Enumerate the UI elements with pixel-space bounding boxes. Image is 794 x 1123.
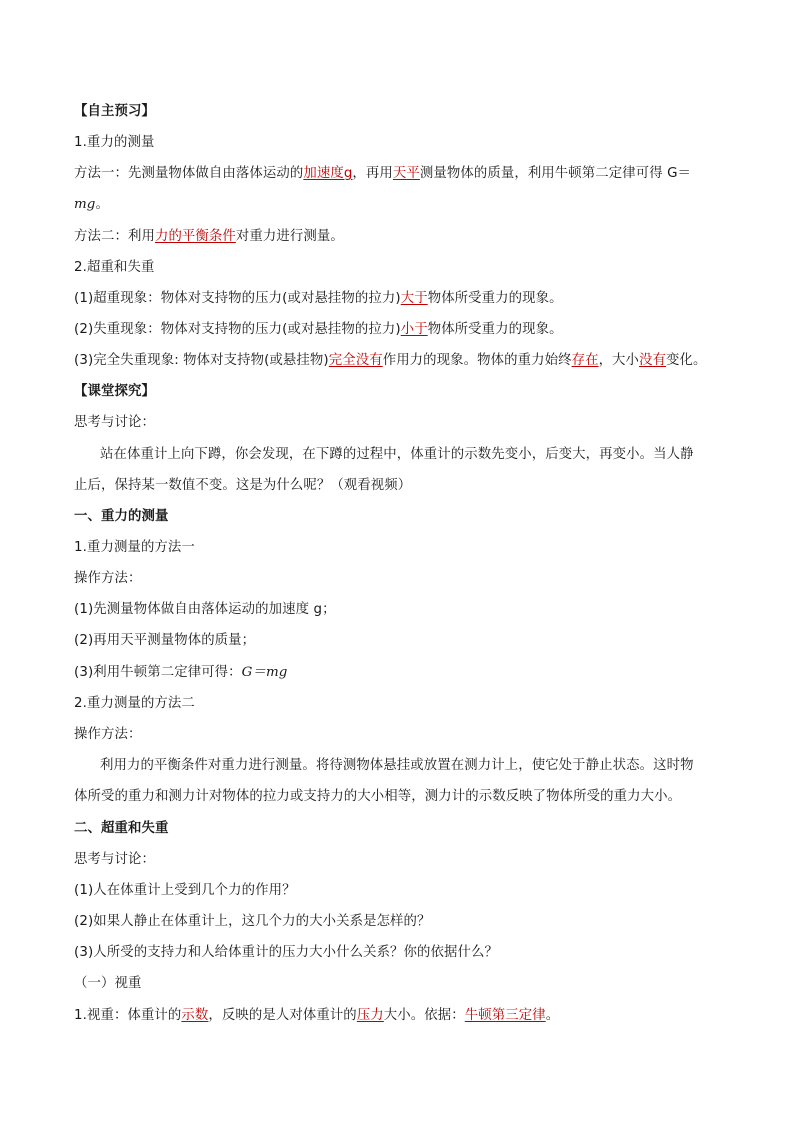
step-3: [74, 664, 724, 682]
answer-blank: 示数: [181, 1008, 209, 1023]
method1-title: 1.重力测量的方法一: [74, 540, 195, 555]
text: 方法二：利用: [74, 229, 155, 244]
question-3: (3)人所受的支持力和人给体重计的压力大小什么关系？你的依据什么？: [74, 945, 498, 960]
text: 1.视重：体重计的: [74, 1008, 182, 1023]
paragraph-1-line-2: 止后，保持某一数值不变。这是为什么呢？（观看视频）: [74, 478, 412, 493]
question-1: (1)人在体重计上受到几个力的作用？: [74, 883, 296, 898]
method2-title: 2.重力测量的方法二: [74, 696, 195, 711]
method1-line: [74, 165, 724, 183]
formula: G＝mg: [241, 665, 288, 680]
answer-blank: 天平: [392, 166, 420, 181]
paragraph-1-line-1: 站在体重计上向下蹲，你会发现，在下蹲的过程中，体重计的示数先变小，后变大，再变小。当人静: [100, 447, 694, 462]
text: 大小。依据：: [383, 1008, 465, 1023]
text: 方法一：先测量物体做自由落体运动的: [74, 166, 304, 181]
complete-weightless-line: [74, 352, 724, 370]
step-2: (2)再用天平测量物体的质量；: [74, 633, 256, 648]
text: (2)失重现象：物体对支持物的压力(或对悬挂物的拉力): [74, 322, 401, 337]
text: ，大小: [598, 353, 640, 368]
paragraph-2-line-2: 体所受的重力和测力计对物体的拉力或支持力的大小相等，测力计的示数反映了物体所受的重力大小。: [74, 789, 682, 804]
text: 物体所受重力的现象。: [427, 322, 563, 337]
text: (3)完全失重现象: 物体对支持物(或悬挂物): [74, 353, 329, 368]
answer-blank: 没有: [639, 353, 667, 368]
step-1: (1)先测量物体做自由落体运动的加速度 g；: [74, 602, 336, 617]
answer-blank: 牛顿第三定律: [464, 1008, 546, 1023]
think-label: 思考与讨论：: [74, 852, 155, 867]
text: (3)利用牛顿第二定律可得：: [74, 665, 242, 680]
answer-blank: 大于: [400, 291, 428, 306]
question-2: (2)如果人静止在体重计上，这几个力的大小关系是怎样的？: [74, 914, 431, 929]
text: 测量物体的质量，利用牛顿第二定律可得 G＝: [419, 166, 692, 181]
answer-blank: 小于: [400, 322, 428, 337]
text: ，再用: [352, 166, 393, 181]
answer-blank: 加速度g: [303, 166, 353, 181]
text: (1)超重现象：物体对支持物的压力(或对悬挂物的拉力): [74, 291, 401, 306]
text: 作用力的现象。物体的重力始终: [382, 353, 572, 368]
method2-line: [74, 228, 724, 246]
formula: mg: [74, 197, 96, 212]
part2-title: 二、超重和失重: [74, 821, 169, 836]
weightless-line: [74, 321, 724, 339]
method1-line-cont: [74, 196, 724, 214]
part1-title: 一、重力的测量: [74, 509, 169, 524]
think-label: 思考与讨论：: [74, 415, 155, 430]
sec1-title: 1.重力的测量: [74, 135, 155, 150]
apparent-weight-line: [74, 1007, 724, 1025]
answer-blank: 力的平衡条件: [154, 229, 236, 244]
overweight-line: [74, 290, 724, 308]
answer-blank: 压力: [356, 1008, 384, 1023]
text: 变化。: [666, 353, 707, 368]
text: 。: [95, 197, 109, 212]
paragraph-2-line-1: 利用力的平衡条件对重力进行测量。将待测物体悬挂或放置在测力计上，使它处于静止状态。这时物: [100, 758, 694, 773]
text: 物体所受重力的现象。: [427, 291, 563, 306]
operation-label: 操作方法：: [74, 727, 142, 742]
preview-heading: 【自主预习】: [74, 104, 155, 119]
answer-blank: 完全没有: [328, 353, 383, 368]
text: 。: [545, 1008, 560, 1023]
operation-label: 操作方法：: [74, 571, 142, 586]
explore-heading: 【课堂探究】: [74, 384, 155, 399]
text: 对重力进行测量。: [235, 229, 344, 244]
text: ，反映的是人对体重计的: [208, 1008, 357, 1023]
subsection-title: （一）视重: [74, 976, 142, 991]
answer-blank: 存在: [571, 353, 599, 368]
sec2-title: 2.超重和失重: [74, 260, 155, 275]
